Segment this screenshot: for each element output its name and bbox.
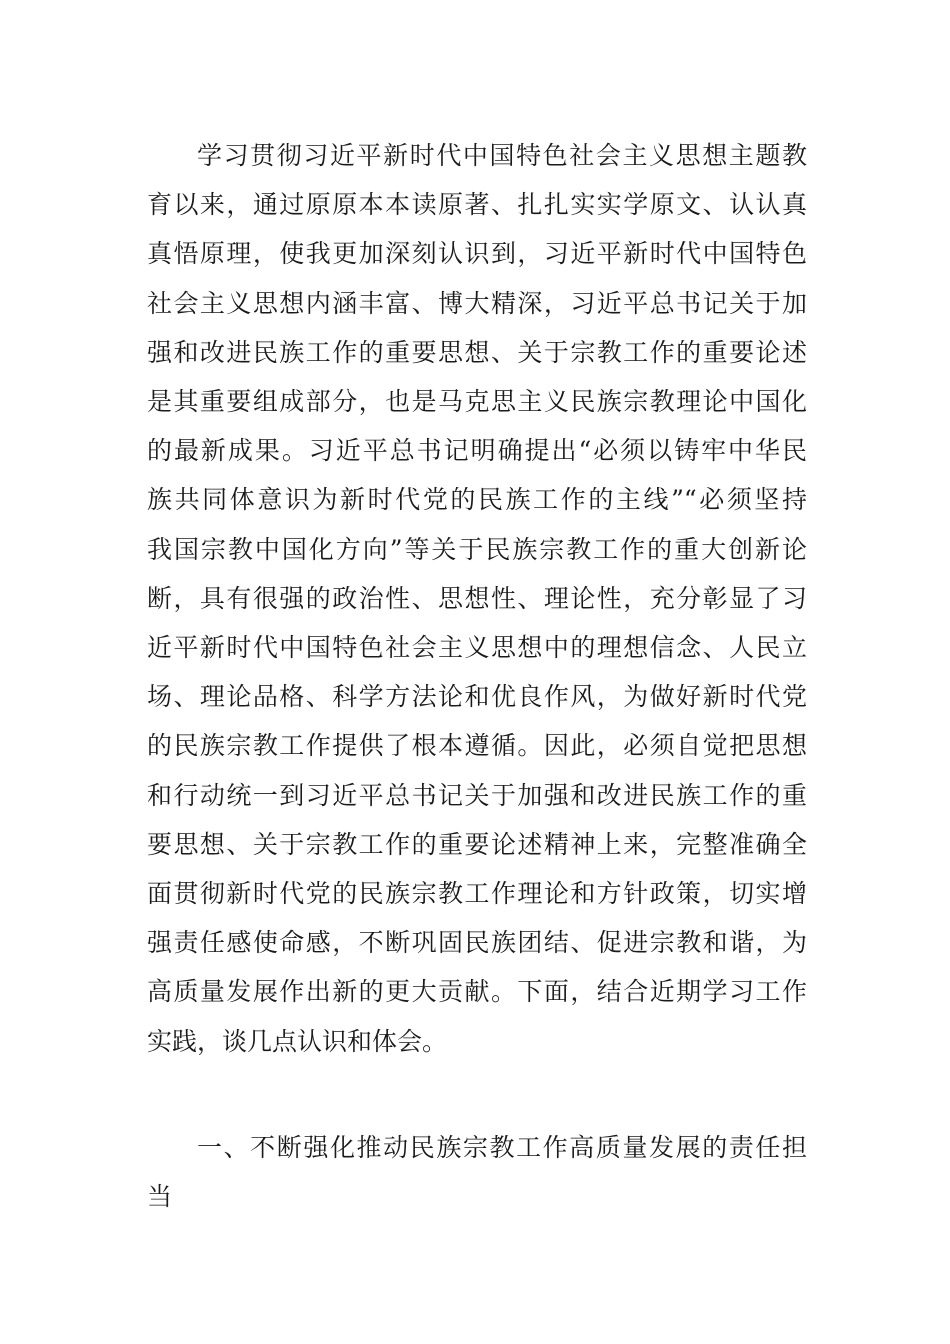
- paragraph-line: 我国宗教中国化方向”等关于民族宗教工作的重大创新论: [147, 535, 807, 564]
- paragraph-line: 面贯彻新时代党的民族宗教工作理论和方针政策，切实增: [147, 879, 807, 908]
- heading-line: 当: [147, 1182, 173, 1211]
- paragraph-line: 高质量发展作出新的更大贡献。下面，结合近期学习工作: [147, 977, 807, 1006]
- paragraph-line: 学习贯彻习近平新时代中国特色社会主义思想主题教: [197, 141, 807, 170]
- paragraph-line: 实践，谈几点认识和体会。: [147, 1027, 448, 1056]
- paragraph-line: 和行动统一到习近平总书记关于加强和改进民族工作的重: [147, 781, 807, 810]
- paragraph-line: 的最新成果。习近平总书记明确提出“必须以铸牢中华民: [147, 436, 807, 465]
- paragraph-line: 育以来，通过原原本本读原著、扎扎实实学原文、认认真: [147, 190, 807, 219]
- paragraph-line: 强责任感使命感，不断巩固民族团结、促进宗教和谐，为: [147, 928, 807, 957]
- paragraph-line: 要思想、关于宗教工作的重要论述精神上来，完整准确全: [147, 830, 807, 859]
- paragraph-line: 的民族宗教工作提供了根本遵循。因此，必须自觉把思想: [147, 731, 807, 760]
- paragraph-line: 强和改进民族工作的重要思想、关于宗教工作的重要论述: [147, 338, 807, 367]
- paragraph-line: 社会主义思想内涵丰富、博大精深，习近平总书记关于加: [147, 289, 807, 318]
- paragraph-line: 近平新时代中国特色社会主义思想中的理想信念、人民立: [147, 633, 807, 662]
- paragraph-line: 是其重要组成部分，也是马克思主义民族宗教理论中国化: [147, 387, 807, 416]
- heading-line: 一、不断强化推动民族宗教工作高质量发展的责任担: [197, 1133, 807, 1162]
- paragraph-line: 族共同体意识为新时代党的民族工作的主线”“必须坚持: [147, 485, 807, 514]
- paragraph-line: 真悟原理，使我更加深刻认识到，习近平新时代中国特色: [147, 239, 807, 268]
- paragraph-line: 场、理论品格、科学方法论和优良作风，为做好新时代党: [147, 682, 807, 711]
- paragraph-line: 断，具有很强的政治性、思想性、理论性，充分彰显了习: [147, 584, 807, 613]
